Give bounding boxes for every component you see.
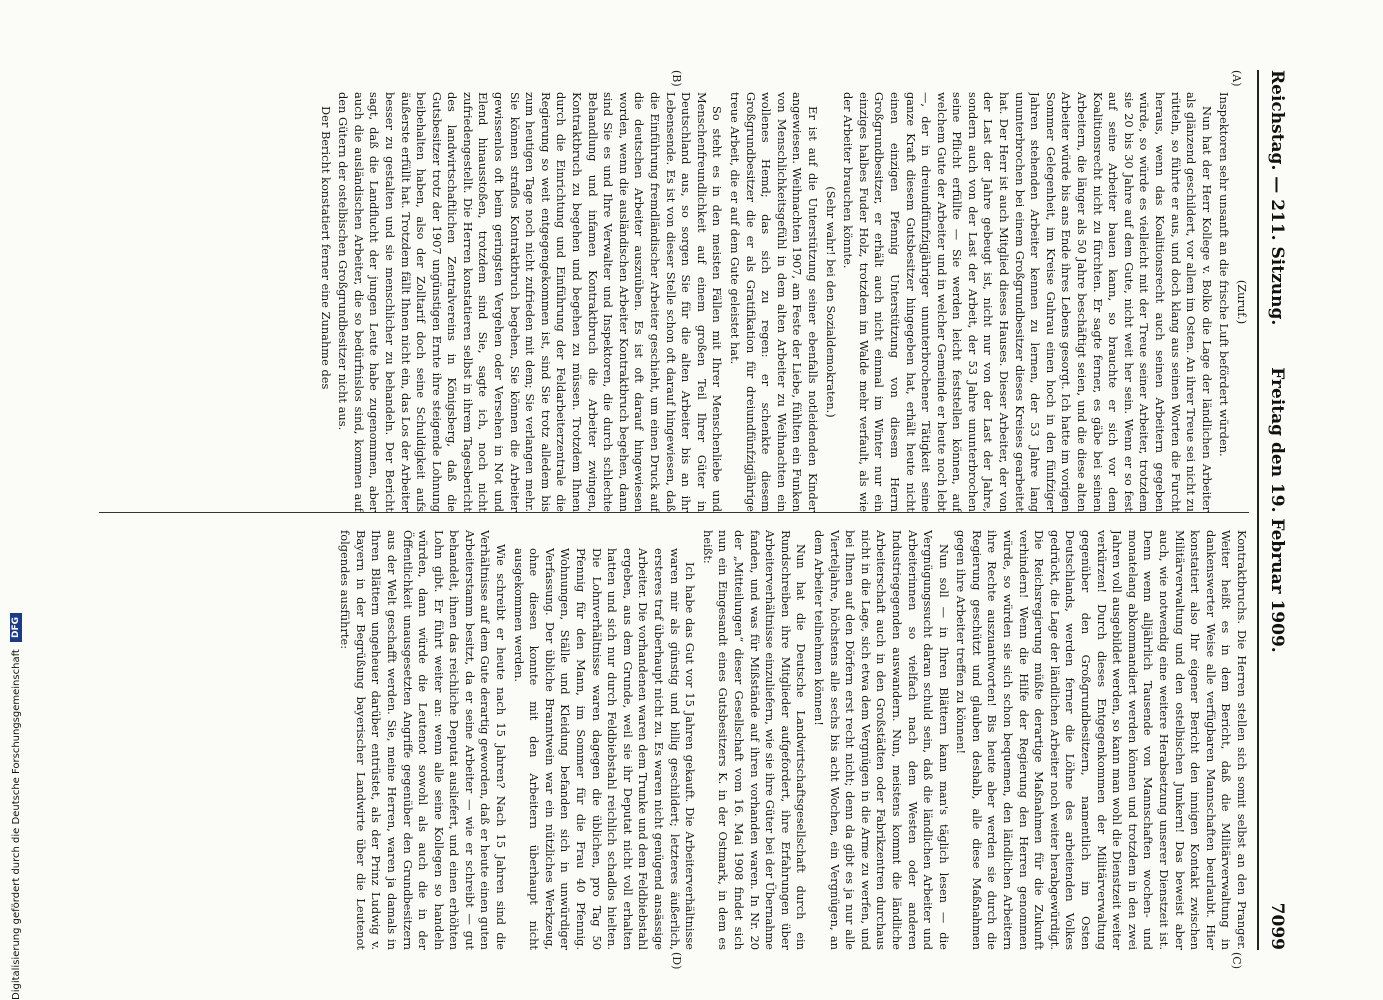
page-number: 7099 — [1267, 902, 1287, 950]
block-quote: Ich habe das Gut vor 15 Jahren gekauft. Die Arbeiterverhältnisse waren mir als günstig und billig geschildert; letzteres äußerlich, ersteres traf überhaupt nicht zu. Es waren nicht genügend ansässige Arbeiter. Die vorhandenen waren dem Trunke und dem Feldbiebstahl ergeben, aus dem Grunde, weil sie ihr Deputat nicht voll erhalten hatten und sich nur durch Feldbiebstahl reichlich schadlos hielten. Die Lohnverhältnisse waren dagegen die üblichen, pro Tag 50 Pfennig für den Mann, im Sommer für die Frau 40 Pfennig. Wohnungen, Ställe und Kleidung befanden sich in unwürdiger Verfassung. Der übliche Branntwein war ein nützliches Werkzeug, ohne diesen konnte mit den Arbeitern überhaupt nicht ausgekommen werden. — [511, 548, 698, 950]
text-column-right — [99, 530, 1249, 950]
paragraph: (Sehr wahr! bei den Sozialdemokraten.) — [823, 186, 838, 418]
paragraph: Kontraktbruchs. Die Herren stellen sich somit selbst an den Pranger. Weiter heißt es in dem Bericht, daß die Militärverwaltung in dankenswerter Weise alle verfügbaren Mannschaften beurlaubt. Hier konstatiert also Ihr eigener Bericht den innigen Kontakt zwischen Militärverwaltung und den ostelbischen Junkern! Das beweist aber auch, wie notwendig eine weitere Herabsetzung unserer Dienstzeit ist. Denn wenn alljährlich Tausende von Mannschaften wochen- und monatelang abkommandiert werden können und trotzdem in den zwei Jahren voll ausgebildet werden, so kann man wohl die Dienstzeit weiter verkürzen! Durch dieses Entgegenkommen der Militärverwaltung gegenüber den Großgrundbesitzern, namentlich im Osten Deutschlands, werden ferner die Löhne des arbeitenden Volkes gedrückt, die Lage der ländlichen Arbeiter noch weiter herabgewürdigt. Die Reichsregierung müßte derartige Maßnahmen für die Zukunft verhindern! Wenn die Hilfe der Regierung den Herren genommen würde, so würden sie sich schon bequemen, den ländlichen Arbeitern ihre Rechte auszuantworten! Bis heute aber werden sie durch die Regierung geschützt und glauben deshalb, alle diese Maßnahmen gegen ihre Arbeiter treffen zu können! — [954, 530, 1249, 950]
margin-marker-c: (C) — [1230, 952, 1243, 969]
footer-text — [10, 613, 22, 1000]
margin-marker-b: (B) — [670, 70, 683, 87]
running-header — [1261, 70, 1291, 950]
margin-marker-d: (D) — [670, 952, 683, 970]
column-divider — [99, 512, 1249, 513]
paragraph: (Zuruf.) — [1235, 279, 1249, 325]
paragraph: Wie schreibt er heute nach 15 Jahren? Nach 15 Jahren sind die Verhältnisse auf dem Gute derartig geworden, daß er heute einen guten Arbeiterstamm besitzt, da er seine Arbeiter — wie er schreibt — gut behandelt, ihnen das reichliche Deputat ausliefert, und einen erhöhten Lohn gibt. Er führt weiter an: wenn alle seine Kollegen so handeln würden, dann würde die Leutenot sowohl als auch die in der Öffentlichkeit unausgesetzten Angriffe gegenüber den Grundbesitzern aus der Welt geschafft werden. Sie, meine Herren, waren ja damals in Ihren Blättern ungeheuer darüber entrüstet, als der Prinz Ludwig v. Bayern in der Begrüßung bayerischer Landwirte über die Leutenot folgendes ausführte: — [338, 530, 509, 950]
text-column-left — [99, 92, 1249, 512]
header-date: Freitag den 19. Februar 1909. — [1267, 367, 1287, 653]
footer-credit: Digitalisierung gefördert durch die Deutsche Forschungsgemeinschaft — [11, 649, 22, 1000]
paragraph: Nun soll — in Ihren Blättern kann man's täglich lesen — die Vergnügungssucht daran schuld sein, daß die ländlichen Arbeiter und Arbeiterinnen so vielfach nach dem Westen oder anderen Industriegegenden auswandern. Nun, meistens kommt die ländliche Arbeiterschaft auch in den Großstädten oder Fabrikzentren durchaus nicht in die Lage, sich etwa dem Vergnügen in die Arme zu werfen, und bei Ihnen auf den Dörfern erst recht nicht; denn da gibt es ja nur alle Vierteljahre, höchstens alle sechs bis acht Wochen, ein Vergnügen, an dem Arbeiter teilnehmen können! — [811, 530, 951, 950]
paragraph: Er ist auf die Unterstützung seiner ebenfalls notleidenden Kinder angewiesen. Weihnachten 1907, am Feste der Liebe, fühlten ein Funken von Menschlichkeitsgefühl in dem alten Arbeiter zu Weihnachten ein wollenes Hemd; das sich zu regen: er schenkte diesem Großgrundbesitzer die er als Gratifikation für dreiundfünfzigjährige treue Arbeit, die er auf dem Gute geleistet hat. — [728, 92, 820, 512]
header-rule — [1257, 70, 1259, 950]
paragraph: Inspektoren sehr unsanft an die frische Luft befördert würden. — [1217, 92, 1232, 457]
paragraph: So steht es in den meisten Fällen mit Ihrer Menschenliebe und Menschenfreundlichkeit auf einem großen Teil Ihrer Güter in Deutschland aus, so sorgen Sie für die alten Arbeiter bis an ihr Lebensende. Es ist von dieser Stelle schon oft darauf hingewiesen, daß die Einführung fremdländischer Arbeiter geschieht, um einen Druck auf die deutschen Arbeiter auszuüben. Es ist oft darauf hingewiesen worden, wenn die ausländischen Arbeiter Kontraktbruch begehen, dann sind Sie es und Ihre Verwalter und Inspektoren, die durch schlechte Behandlung und infamen Kontraktbruch die Arbeiter zwingen, Kontraktbruch zu begehen und begehen zu müssen. Trotzdem Ihnen durch die Einrichtung und Einführung der Feldarbeiterzentrale die Regierung so weit entgegengekommen ist, sind Sie trotz alledem bis zum heutigen Tage noch nicht zufrieden mit dem; Sie verlangen mehr. Sie können straflos Kontraktbruch begehen, Sie können die Arbeiter gewissenlos oft beim geringsten Vergehen oder Versehen in Not und Elend hinausstoßen, trotzdem sind Sie, sagte ich, noch nicht zufriedengestellt. Die Herren konstatieren selbst in ihrem Tagesbericht des landwirtschaftlichen Zentralvereins in Königsberg, daß die Gutsbesitzer trotz der 1907 ungünstigen Ernte ihre steigende Lohnung beibehalten haben, also der Zolltarif doch seine Schuldigkeit aufs äußerste erfüllt hat. Trotzdem fällt Ihnen nicht ein, das Los der Arbeiter besser zu gestalten und sie menschlicher zu behandeln. Der Bericht sagt, daß die Landflucht der jungen Leute habe zugenommen, aber auch die ausländischen Arbeiter, die so bedürfnislos sind, kommen auf den Gütern der ostelbischen Großgrundbesitzer nicht aus. — [336, 92, 725, 512]
paragraph: Nun hat der Herr Kollege v. Bolko die Lage der ländlichen Arbeiter als glänzend geschildert, vor allem im Osten. An ihrer Treue sei nicht zu rütteln, so führte er aus, und doch klang aus seinen Worten die Furcht heraus, wenn das Koalitionsrecht auch seinen Arbeitern gegeben würde, so würde es vielleicht mit der Treue seiner Arbeiter, trotzdem sie 20 bis 30 Jahre auf dem Gute, nicht weit her sein. Wenn er so fest auf seine Arbeiter bauen kann, so brauchte er sich vor dem Koalitionsrecht nicht zu fürchten. Er sagte ferner, es gäbe bei seinen Arbeitern, die länger als 50 Jahre beschäftigt seien, und die diese alten Arbeiter würde bis ans Ende ihres Lebens gesorgt. Ich hatte im vorigen Sommer Gelegenheit, im Kreise Guhrau einen hoch in den fünfziger Jahren stehenden Arbeiter kennen zu lernen, der 53 Jahre lang ununterbrochen bei einem Großgrundbesitzer dieses Kreises gearbeitet hat. Der Herr ist auch Mitglied dieses Hauses. Dieser Arbeiter, der von der Last der Jahre gebeugt ist, nicht nur von der Last der Jahre, sondern auch von der Last der Arbeit, der 53 Jahre ununterbrochen seine Pflicht erfüllte — Sie werden leicht feststellen können, auf welchem Gute der Arbeiter und in welcher Gemeinde er heute noch lebt —, der in dreiundfünfzigjähriger ununterbrochener Tätigkeit seine ganze Kraft diesem Gutsbesitzer hingegeben hat, erhält heute nicht einen einzigen Pfennig Unterstützung von diesem Herrn Großgrundbesitzer, er erhält auch nicht einmal im Winter nur ein einziges halbes Fuder Holz, trotzdem im Walde mehr verfault, als wie der Arbeiter brauchen könnte. — [841, 92, 1214, 512]
dfg-logo-icon: DFG — [10, 613, 22, 642]
paragraph: Der Bericht konstatiert ferner eine Zunahme des — [318, 106, 333, 390]
margin-marker-a: (A) — [1230, 70, 1243, 87]
paragraph: Nun hat die Deutsche Landwirtschaftsgesellschaft durch ein Rundschreiben ihre Mitglieder aufgefordert, ihre Erfahrungen über Arbeiterverhältnisse einzuliefern, wie sie ihre Güter bei der Übernahme fanden, und was für Mißstände auf ihren vorhanden waren. In Nr. 20 der „Mitteilungen“ dieser Gesellschaft vom 16. Mai 1908 findet sich nun ein Eingesandt eines Gutsbesitzers K. in der Ostmark, in dem es heißt: — [700, 530, 809, 950]
digitization-footer — [10, 600, 24, 1000]
header-session: Reichstag. — 211. Sitzung. — [1267, 70, 1287, 326]
